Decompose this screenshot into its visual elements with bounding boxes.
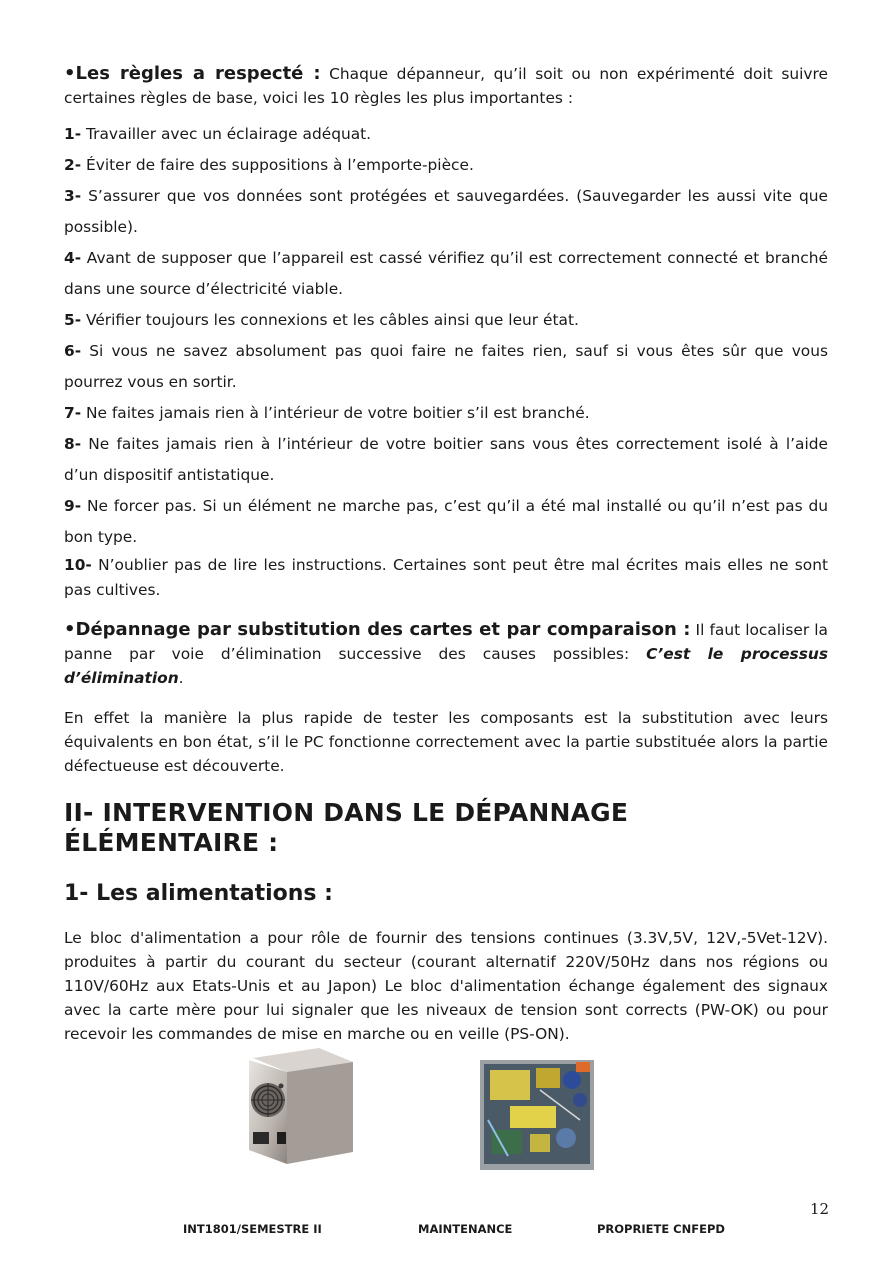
document-page	[64, 62, 828, 1046]
rule-item	[64, 336, 828, 398]
substitution-end: .	[178, 669, 184, 687]
substitution-text: Il faut localiser la panne par voie d’élimination successive des causes possibles:	[64, 621, 828, 663]
rule-number: 5-	[64, 311, 82, 329]
section-title: II- INTERVENTION DANS LE DÉPANNAGE ÉLÉMENTAIRE :	[64, 798, 629, 857]
rule-text: Ne forcer pas. Si un élément ne marche pas, c’est qu’il a été mal installé ou qu’il n’est pas du bon type.	[64, 497, 828, 546]
footer-subject: MAINTENANCE	[418, 1222, 513, 1236]
rule-text: Si vous ne savez absolument pas quoi faire ne faites rien, sauf si vous êtes sûr que vous pourrez vous en sortir.	[64, 342, 828, 391]
figures-row	[0, 1040, 893, 1175]
rule-number: 3-	[64, 187, 82, 205]
footer-owner: PROPRIETE CNFEPD	[597, 1222, 725, 1236]
substitution-emphasis: C’est le processus d’élimination	[64, 645, 828, 687]
rule-number: 7-	[64, 404, 82, 422]
rule-text: Vérifier toujours les connexions et les câbles ainsi que leur état.	[81, 311, 579, 329]
rule-item	[64, 398, 828, 429]
subsection-title: 1- Les alimentations :	[64, 881, 333, 906]
rule-text: S’assurer que vos données sont protégées et sauvegardées. (Sauvegarder les aussi vite que possible).	[64, 187, 828, 236]
footer-course-code: INT1801/SEMESTRE II	[183, 1222, 322, 1236]
power-supply-interior-photo	[480, 1060, 594, 1170]
rule-text: Ne faites jamais rien à l’intérieur de votre boitier s’il est branché.	[81, 404, 590, 422]
rule-number: 6-	[64, 342, 82, 360]
bullet-icon: •	[64, 63, 76, 84]
page-number: 12	[810, 1200, 830, 1218]
rule-item	[64, 429, 828, 491]
rule-item	[64, 243, 828, 305]
rule-item	[64, 119, 828, 150]
rules-heading: Les règles a respecté :	[75, 63, 321, 84]
alimentation-paragraph: Le bloc d'alimentation a pour rôle de fournir des tensions continues (3.3V,5V, 12V,-5Vet-12V). produites à partir du courant du secteur (courant alternatif 220V/50Hz dans nos régions ou 110V/60Hz aux Etats-Unis et au Japon) Le bloc d'alimentation échange également des signaux avec la carte mère pour lui signaler que les niveaux de tension sont corrects (PW-OK) ou pour recevoir les commandes de mise en marche ou en veille (PS-ON).	[64, 929, 828, 1043]
bullet-icon: •	[64, 619, 76, 640]
rule-number: 4-	[64, 249, 82, 267]
rule-text: Avant de supposer que l’appareil est cassé vérifiez qu’il est correctement connecté et branché dans une source d’électricité viable.	[64, 249, 828, 298]
rule-number: 8-	[64, 435, 82, 453]
substitution-paragraph-2: En effet la manière la plus rapide de tester les composants est la substitution avec leurs équivalents en bon état, s’il le PC fonctionne correctement avec la partie substituée alors la partie défectueuse est découverte.	[64, 709, 828, 775]
rule-item	[64, 491, 828, 553]
rules-intro	[64, 62, 828, 110]
rule-number: 1-	[64, 125, 82, 143]
rule-number: 10-	[64, 556, 92, 574]
rule-item	[64, 181, 828, 243]
rule-item	[64, 305, 828, 336]
substitution-paragraph	[64, 618, 828, 690]
rule-number: 2-	[64, 156, 82, 174]
rule-number: 9-	[64, 497, 82, 515]
rule-text: Travailler avec un éclairage adéquat.	[81, 125, 372, 143]
rule-text: N’oublier pas de lire les instructions. Certaines sont peut être mal écrites mais elles ne sont pas cultives.	[64, 556, 828, 599]
rule-text: Éviter de faire des suppositions à l’emporte-pièce.	[81, 156, 474, 174]
power-supply-photo	[247, 1048, 355, 1166]
rules-intro-text: Chaque dépanneur, qu’il soit ou non expérimenté doit suivre certaines règles de base, voici les 10 règles les plus importantes :	[64, 65, 828, 107]
rule-item	[64, 150, 828, 181]
rule-item	[64, 553, 828, 603]
rules-list	[64, 119, 828, 603]
rule-text: Ne faites jamais rien à l’intérieur de votre boitier sans vous êtes correctement isolé à l’aide d’un dispositif antistatique.	[64, 435, 828, 484]
substitution-heading: Dépannage par substitution des cartes et par comparaison :	[75, 619, 691, 640]
